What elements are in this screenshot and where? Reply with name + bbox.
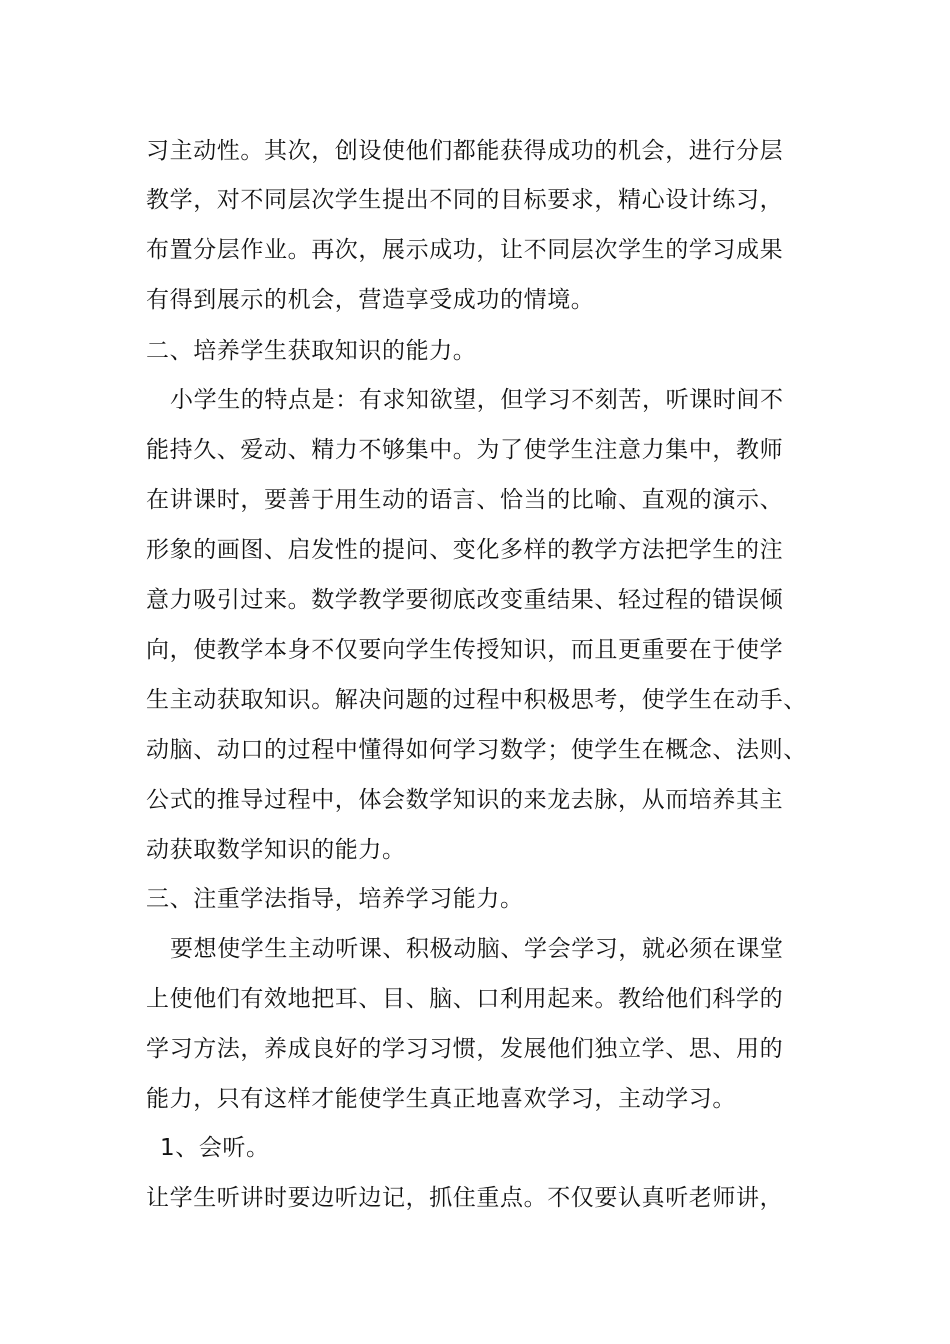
text-line: 能力，只有这样才能使学生真正地喜欢学习，主动学习。 bbox=[146, 1086, 736, 1112]
subsection-heading: 1、会听。 bbox=[160, 1135, 270, 1161]
text-line: 布置分层作业。再次，展示成功，让不同层次学生的学习成果 bbox=[146, 237, 784, 263]
paragraph-start: 要想使学生主动听课、积极动脑、学会学习，就必须在课堂 bbox=[170, 936, 784, 962]
text-line: 在讲课时，要善于用生动的语言、恰当的比喻、直观的演示、 bbox=[146, 487, 784, 513]
text-line: 能持久、爱动、精力不够集中。为了使学生注意力集中，教师 bbox=[146, 437, 784, 463]
paragraph-start: 小学生的特点是：有求知欲望，但学习不刻苦，听课时间不 bbox=[170, 387, 784, 413]
text-line: 教学，对不同层次学生提出不同的目标要求，精心设计练习， bbox=[146, 187, 784, 213]
text-line: 动脑、动口的过程中懂得如何学习数学；使学生在概念、法则、 bbox=[146, 737, 807, 763]
text-line: 有得到展示的机会，营造享受成功的情境。 bbox=[146, 287, 595, 313]
text-line: 动获取数学知识的能力。 bbox=[146, 837, 406, 863]
text-line: 学习方法，养成良好的学习习惯，发展他们独立学、思、用的 bbox=[146, 1036, 784, 1062]
section-heading: 二、培养学生获取知识的能力。 bbox=[146, 338, 477, 364]
text-line: 生主动获取知识。解决问题的过程中积极思考，使学生在动手、 bbox=[146, 687, 807, 713]
text-line: 公式的推导过程中，体会数学知识的来龙去脉，从而培养其主 bbox=[146, 787, 784, 813]
text-line: 上使他们有效地把耳、目、脑、口利用起来。教给他们科学的 bbox=[146, 986, 784, 1012]
text-line: 形象的画图、启发性的提问、变化多样的教学方法把学生的注 bbox=[146, 537, 784, 563]
text-line: 意力吸引过来。数学教学要彻底改变重结果、轻过程的错误倾 bbox=[146, 587, 784, 613]
text-line: 向，使教学本身不仅要向学生传授知识，而且更重要在于使学 bbox=[146, 637, 784, 663]
text-line: 让学生听讲时要边听边记，抓住重点。不仅要认真听老师讲， bbox=[146, 1185, 784, 1211]
section-heading: 三、注重学法指导，培养学习能力。 bbox=[146, 886, 524, 912]
text-line: 习主动性。其次，创设使他们都能获得成功的机会，进行分层 bbox=[146, 138, 784, 164]
